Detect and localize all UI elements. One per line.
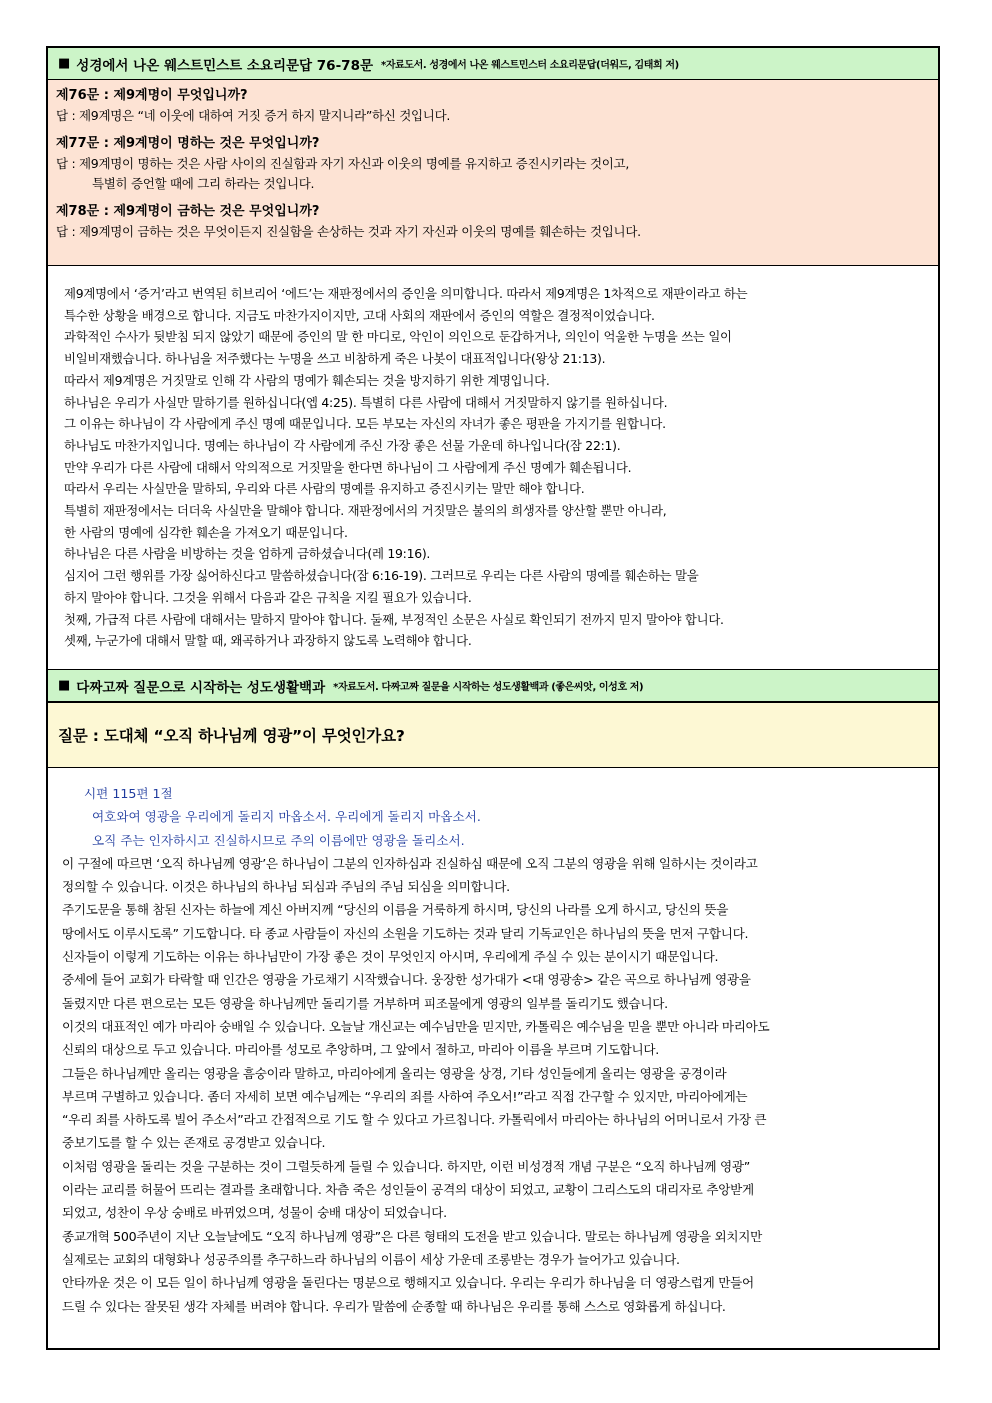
answer-line: 드릴 수 있다는 잘못된 생각 자체를 버려야 합니다. 우리가 말씀에 순종할 때 하나님은 우리를 통해 스스로 영화롭게 하십니다. — [62, 1298, 726, 1314]
answer-line: 이라는 교리를 허물어 뜨리는 결과를 초래합니다. 차츰 죽은 성인들이 공격의 대상이 되었고, 교황이 그리스도의 대리자로 추앙받게 — [62, 1182, 754, 1198]
question-78: 제78문 : 제9계명이 금하는 것은 무엇입니까? — [56, 204, 320, 219]
commentary-line: 비일비재했습니다. 하나님을 저주했다는 누명을 쓰고 비참하게 죽은 나봇이 대표적입니다(왕상 21:13). — [64, 351, 606, 367]
answer-78: 답 : 제9계명이 금하는 것은 무엇이든지 진실함을 손상하는 것과 자기 자신과 이웃의 명예를 훼손하는 것입니다. — [56, 224, 641, 239]
answer-line: 이것의 대표적인 예가 마리아 숭배일 수 있습니다. 오늘날 개신교는 예수님만을 믿지만, 카톨릭은 예수님을 믿을 뿐만 아니라 마리아도 — [62, 1018, 770, 1034]
answer-line: “우리 죄를 사하도록 빌어 주소서”라고 간접적으로 기도 할 수 있다고 가르칩니다. 카톨릭에서 마리아는 하나님의 어머니로서 가장 큰 — [62, 1112, 767, 1128]
commentary-line: 하나님도 마찬가지입니다. 명예는 하나님이 각 사람에게 주신 가장 좋은 선물 가운데 하나입니다(잠 22:1). — [64, 437, 621, 453]
commentary-line: 그 이유는 하나님이 각 사람에게 주신 명예 때문입니다. 모든 부모는 자신의 자녀가 좋은 평판을 가지기를 원합니다. — [64, 416, 666, 432]
answer-77 — [56, 154, 930, 194]
commentary-line: 셋째, 누군가에 대해서 말할 때, 왜곡하거나 과장하지 않도록 노력해야 합니다. — [64, 633, 472, 649]
answer-line: 중보기도를 할 수 있는 존재로 공경받고 있습니다. — [62, 1135, 326, 1151]
catechism-section-header — [48, 48, 938, 80]
catechism-section-title: 성경에서 나온 웨스트민스트 소요리문답 76-78문 — [76, 57, 374, 74]
answer-77-line-1: 답 : 제9계명이 명하는 것은 사람 사이의 진실함과 자기 자신과 이웃의 명예를 유지하고 증진시키라는 것이고, — [56, 156, 629, 171]
catechism-commentary — [48, 266, 938, 670]
answer-line: 그들은 하나님께만 올리는 영광을 흠숭이라 말하고, 마리아에게 올리는 영광을 상경, 기타 성인들에게 올리는 영광을 공경이라 — [62, 1065, 727, 1081]
answer-line: 땅에서도 이루시도록” 기도합니다. 타 종교 사람들이 자신의 소원을 기도하는 것과 달리 기독교인은 하나님의 뜻을 먼저 구합니다. — [62, 925, 749, 941]
answer-line: 신자들이 이렇게 기도하는 이유는 하나님만이 가장 좋은 것이 무엇인지 아시며, 우리에게 주실 수 있는 분이시기 때문입니다. — [62, 949, 719, 965]
life-encyclopedia-section-reference: *자료도서. 다짜고짜 질문을 시작하는 성도생활백과 (좋은씨앗, 이성호 저) — [333, 682, 644, 693]
psalm-line: 오직 주는 인자하시고 진실하시므로 주의 이름에만 영광을 돌리소서. — [92, 832, 465, 848]
page — [46, 46, 940, 1350]
question-box — [48, 702, 938, 768]
square-bullet-icon: ■ — [58, 56, 71, 71]
psalm-reference: 시편 115편 1절 — [84, 786, 173, 801]
life-encyclopedia-section-title: 다짜고짜 질문으로 시작하는 성도생활백과 — [76, 679, 326, 696]
answer-line: 실제로는 교회의 대형화나 성공주의를 추구하느라 하나님의 이름이 세상 가운데 조롱받는 경우가 늘어가고 있습니다. — [62, 1251, 680, 1267]
document-frame — [46, 46, 940, 1350]
commentary-line: 따라서 제9계명은 거짓말로 인해 각 사람의 명예가 훼손되는 것을 방지하기 위한 계명입니다. — [64, 372, 550, 388]
psalm-line: 여호와여 영광을 우리에게 돌리지 마옵소서. 우리에게 돌리지 마옵소서. — [92, 809, 481, 825]
commentary-line: 만약 우리가 다른 사람에 대해서 악의적으로 거짓말을 한다면 하나님이 그 사람에게 주신 명예가 훼손됩니다. — [64, 459, 632, 475]
catechism-qa-block — [48, 80, 938, 266]
commentary-line: 심지어 그런 행위를 가장 싫어하신다고 말씀하셨습니다(잠 6:16-19). 그러므로 우리는 다른 사람의 명예를 훼손하는 말을 — [64, 568, 699, 584]
commentary-line: 첫째, 가급적 다른 사람에 대해서는 말하지 말아야 합니다. 둘째, 부정적인 소문은 사실로 확인되기 전까지 믿지 말아야 합니다. — [64, 611, 724, 627]
answer-line: 돌렸지만 다른 편으로는 모든 영광을 하나님께만 돌리기를 거부하며 피조물에게 영광의 일부를 돌리기도 했습니다. — [62, 995, 668, 1011]
answer-77-line-2: 특별히 증언할 때에 그리 하라는 것입니다. — [92, 176, 315, 191]
square-bullet-icon: ■ — [58, 678, 71, 693]
answer-line: 신뢰의 대상으로 두고 있습니다. 마리아를 성모로 추앙하며, 그 앞에서 절하고, 마리아 이름을 부르며 기도합니다. — [62, 1042, 659, 1058]
answer-line: 종교개혁 500주년이 지난 오늘날에도 “오직 하나님께 영광”은 다른 형태의 도전을 받고 있습니다. 말로는 하나님께 영광을 외치지만 — [62, 1228, 762, 1244]
answer-76: 답 : 제9계명은 “네 이웃에 대하여 거짓 증거 하지 말지니라”하신 것입니다. — [56, 108, 451, 123]
answer-line: 부르며 구별하고 있습니다. 좀더 자세히 보면 예수님께는 “우리의 죄를 사하여 주오서!”라고 직접 간구할 수 있지만, 마리아에게는 — [62, 1088, 748, 1104]
answer-line: 이 구절에 따르면 ‘오직 하나님께 영광’은 하나님이 그분의 인자하심과 진실하심 때문에 오직 그분의 영광을 위해 일하시는 것이라고 — [62, 855, 758, 871]
commentary-line: 특별히 재판정에서는 더더욱 사실만을 말해야 합니다. 재판정에서의 거짓말은 불의의 희생자를 양산할 뿐만 아니라, — [64, 503, 667, 519]
commentary-line: 따라서 우리는 사실만을 말하되, 우리와 다른 사람의 명예를 유지하고 증진시키는 말만 해야 합니다. — [64, 481, 585, 497]
answer-body — [48, 768, 938, 1348]
commentary-line: 하나님은 다른 사람을 비방하는 것을 엄하게 금하셨습니다(레 19:16). — [64, 546, 431, 562]
commentary-line: 한 사람의 명예에 심각한 훼손을 가져오기 때문입니다. — [64, 524, 348, 540]
commentary-line: 제9계명에서 ‘증거’라고 번역된 히브리어 ‘에드’는 재판정에서의 증인을 의미합니다. 따라서 제9계명은 1차적으로 재판이라고 하는 — [64, 286, 748, 301]
life-encyclopedia-section-header — [48, 670, 938, 702]
question-76: 제76문 : 제9계명이 무엇입니까? — [56, 88, 248, 103]
question-77: 제77문 : 제9계명이 명하는 것은 무엇입니까? — [56, 136, 320, 151]
commentary-line: 특수한 상황을 배경으로 합니다. 지금도 마찬가지이지만, 고대 사회의 재판에서 증인의 역할은 결정적이었습니다. — [64, 307, 655, 323]
catechism-section-reference: *자료도서. 성경에서 나온 웨스트민스터 소요리문답(더워드, 김태희 저) — [381, 60, 679, 71]
commentary-line: 과학적인 수사가 뒷받침 되지 않았기 때문에 증인의 말 한 마디로, 악인이 의인으로 둔갑하거나, 의인이 억울한 누명을 쓰는 일이 — [64, 329, 732, 345]
answer-line: 주기도문을 통해 참된 신자는 하늘에 계신 아버지께 “당신의 이름을 거룩하게 하시며, 당신의 나라를 오게 하시고, 당신의 뜻을 — [62, 902, 729, 918]
answer-line: 중세에 들어 교회가 타락할 때 인간은 영광을 가로채기 시작했습니다. 웅장한 성가대가 <대 영광송> 같은 곡으로 하나님께 영광을 — [62, 972, 751, 988]
answer-line: 정의할 수 있습니다. 이것은 하나님의 하나님 되심과 주님의 주님 되심을 의미합니다. — [62, 879, 510, 895]
answer-line: 안타까운 것은 이 모든 일이 하나님께 영광을 돌린다는 명분으로 행해지고 있습니다. 우리는 우리가 하나님을 더 영광스럽게 만들어 — [62, 1275, 754, 1291]
question-heading: 질문 : 도대체 “오직 하나님께 영광”이 무엇인가요? — [58, 727, 405, 745]
commentary-line: 하지 말아야 합니다. 그것을 위해서 다음과 같은 규칙을 지킬 필요가 있습니다. — [64, 589, 472, 605]
answer-line: 이처럼 영광을 돌리는 것을 구분하는 것이 그럴듯하게 들릴 수 있습니다. 하지만, 이런 비성경적 개념 구분은 “오직 하나님께 영광” — [62, 1158, 750, 1174]
answer-line: 되었고, 성찬이 우상 숭배로 바뀌었으며, 성물이 숭배 대상이 되었습니다. — [62, 1205, 447, 1221]
commentary-line: 하나님은 우리가 사실만 말하기를 원하십니다(엡 4:25). 특별히 다른 사람에 대해서 거짓말하지 않기를 원하십니다. — [64, 394, 668, 410]
